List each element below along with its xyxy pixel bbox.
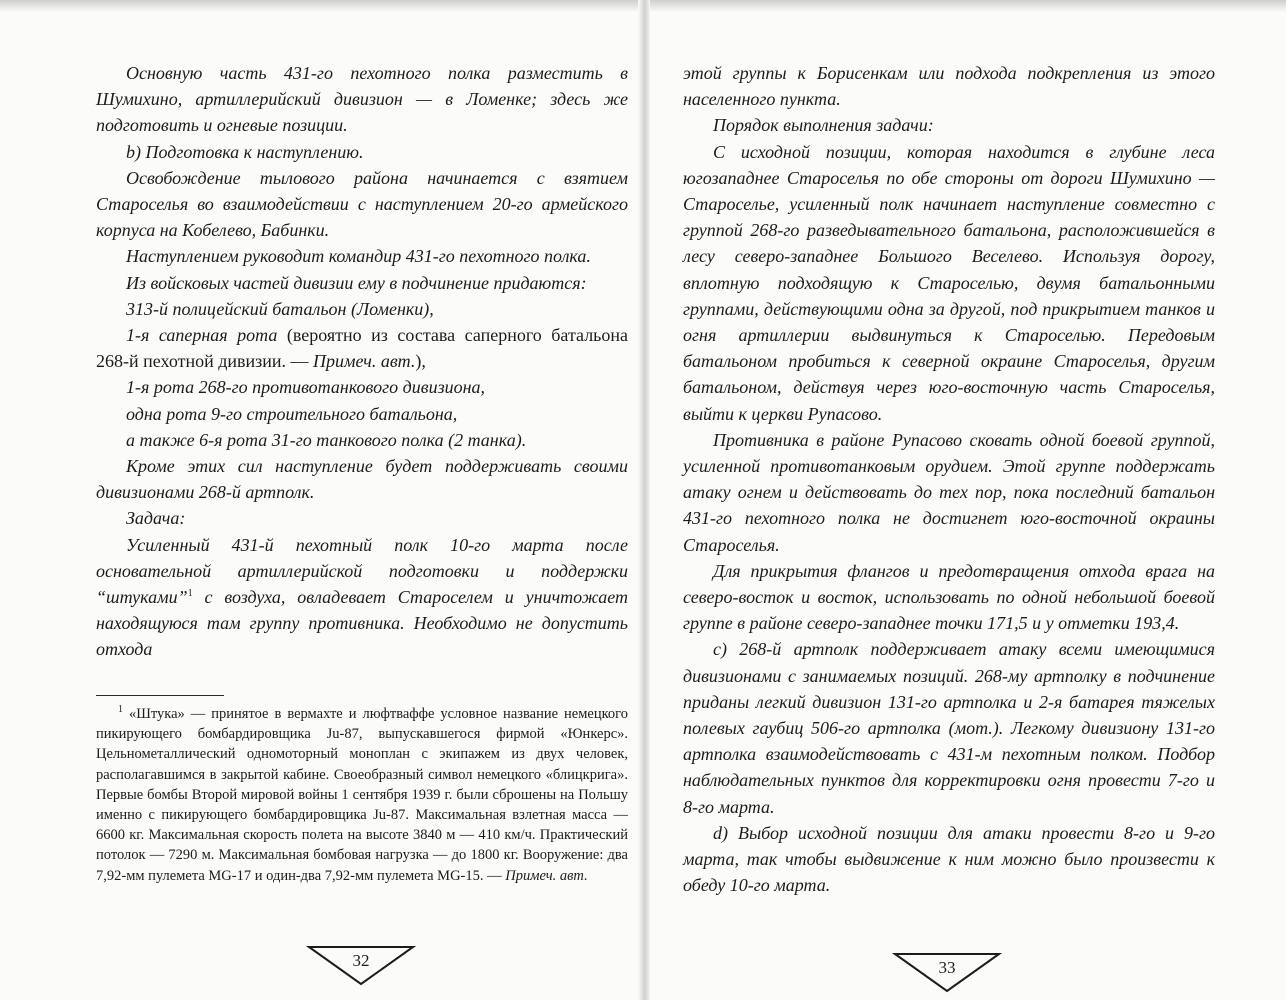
right-page-body (683, 60, 1215, 899)
paragraph: Для прикрытия флангов и предотвращения отхода врага на северо-восток и восток, использовать по одной небольшой боевой группе в районе северо-западнее точки 171,5 и у отметки 193,4. (683, 560, 1215, 634)
book-gutter (638, 0, 650, 1000)
paragraph-text-end: с воздуха, овладевает Староселем и уничтожает находящуюся там группу противника. Необходимо не допустить отхода (96, 587, 628, 660)
paragraph: одна рота 9-го строительного батальона, (126, 403, 458, 424)
left-page-body (96, 60, 628, 663)
paragraph: Противника в районе Рупасово сковать одной боевой группой, усиленной противотанковым орудием. Этой группе поддержать атаку огнем и действовать до тех пор, пока последний батальон 431-го пехотного полка не достигнет юго-восточной окраины Староселья. (683, 429, 1215, 555)
paragraph: С исходной позиции, которая находится в глубине леса югозападнее Староселья по обе стороны от дороги Шумихино — Староселье, усиленный полк начинает наступление совместно с группой 268-го разведывательного батальона, расположившейся в лесу северо-западнее Большого Веселево. Используя дорогу, вплотную подходящую к Староселью, двумя батальонными группами, действующими одна за другой, под прикрытием танков и огня артиллерии выдвинуться к Староселью. Передовым батальоном пробиться к северной окраине Староселья, другим батальоном, действуя через юго-восточную часть Староселья, выйти к церкви Рупасово. (683, 141, 1215, 424)
page-number-left (306, 944, 416, 988)
paragraph: 1-я рота 268-го противотанкового дивизиона, (126, 377, 486, 398)
paragraph: Порядок выполнения задачи: (713, 115, 934, 136)
footnote-divider (96, 695, 224, 696)
paragraph-mixed (96, 322, 628, 374)
paragraph-with-footnote-ref (96, 532, 628, 663)
regular-run: (вероятно из состава саперного батальона 268-й пехотной дивизии. — (96, 325, 629, 372)
paragraph: 313-й полицейский батальон (Ломенки), (126, 298, 434, 319)
footnote-marker[interactable]: 1 (187, 588, 193, 600)
paragraph: Кроме этих сил наступление будет поддерживать своими дивизионами 268-й артполк. (96, 456, 628, 503)
paragraph: этой группы к Борисенкам или подхода подкрепления из этого населенного пункта. (683, 63, 1215, 110)
paragraph: Освобождение тылового района начинается с взятием Староселья во взаимодействии с наступлением 20-го армейского корпуса на Кобелево, Бабинки. (96, 167, 628, 241)
footnote-number: 1 (118, 704, 123, 716)
regular-run-end: ), (415, 351, 426, 372)
paragraph: d) Выбор исходной позиции для атаки провести 8-го и 9-го марта, так чтобы выдвижение к ним можно было произвести к обеду 10-го марта. (683, 822, 1215, 896)
author-note: Примеч. авт. (313, 351, 416, 372)
page-number-text: 32 (352, 951, 370, 970)
page-number-text: 33 (938, 958, 956, 977)
paragraph: Из войсковых частей дивизии ему в подчинение придаются: (126, 272, 587, 293)
footnote-text: «Штука» — принятое в вермахте и люфтваффе условное название немецкого пикирующего бомбардировщика Ju-87, выпускавшегося фирмой «Юнкерс». Цельнометаллический одномоторный моноплан с экипажем из двух человек, располагавшимся в закрытой кабине. Своеобразный символ немецкого «блицкрига». Первые бомбы Второй мировой войны 1 сентября 1939 г. были сброшены на Польшу именно с пикирующего бомбардировщика Ju-87. Максимальная взлетная масса — 6600 кг. Максимальная скорость полета на высоте 3840 м — 410 км/ч. Практический потолок — 7290 м. Максимальная бомбовая нагрузка — до 1800 кг. Вооружение: два 7,92-мм пулемета MG-17 и один-два 7,92-мм пулемета MG-15. — (96, 706, 628, 884)
paragraph: а также 6-я рота 31-го танкового полка (2 танка). (126, 429, 527, 450)
paragraph: Наступлением руководит командир 431-го пехотного полка. (126, 246, 591, 267)
paragraph: Задача: (126, 508, 186, 529)
paragraph-text: Усиленный 431-й пехотный полк 10-го марта после основательной артиллерийской подготовки и поддержки “штуками” (96, 534, 628, 608)
paragraph: Основную часть 431-го пехотного полка разместить в Шумихино, артиллерийский дивизион — в Ломенке; здесь же подготовить и огневые позиции. (96, 63, 628, 136)
footnote (96, 704, 628, 886)
footnote-author-note: Примеч. авт. (505, 867, 588, 884)
paragraph: c) 268-й артполк поддерживает атаку всеми имеющимися дивизионами с занимаемых позиций. 268-му артполку в подчинение приданы легкий дивизион 131-го артполка и 2-я батарея тяжелых полевых гаубиц 506-го артполка (мот.). Легкому дивизиону 131-го артполка взаимодействовать с 431-м пехотным полком. Подбор наблюдательных пунктов для корректировки огня провести 7-го и 8-го марта. (683, 639, 1215, 817)
paragraph: b) Подготовка к наступлению. (126, 141, 364, 162)
italic-run: 1-я саперная рота (126, 325, 278, 346)
page-number-right (892, 951, 1002, 995)
